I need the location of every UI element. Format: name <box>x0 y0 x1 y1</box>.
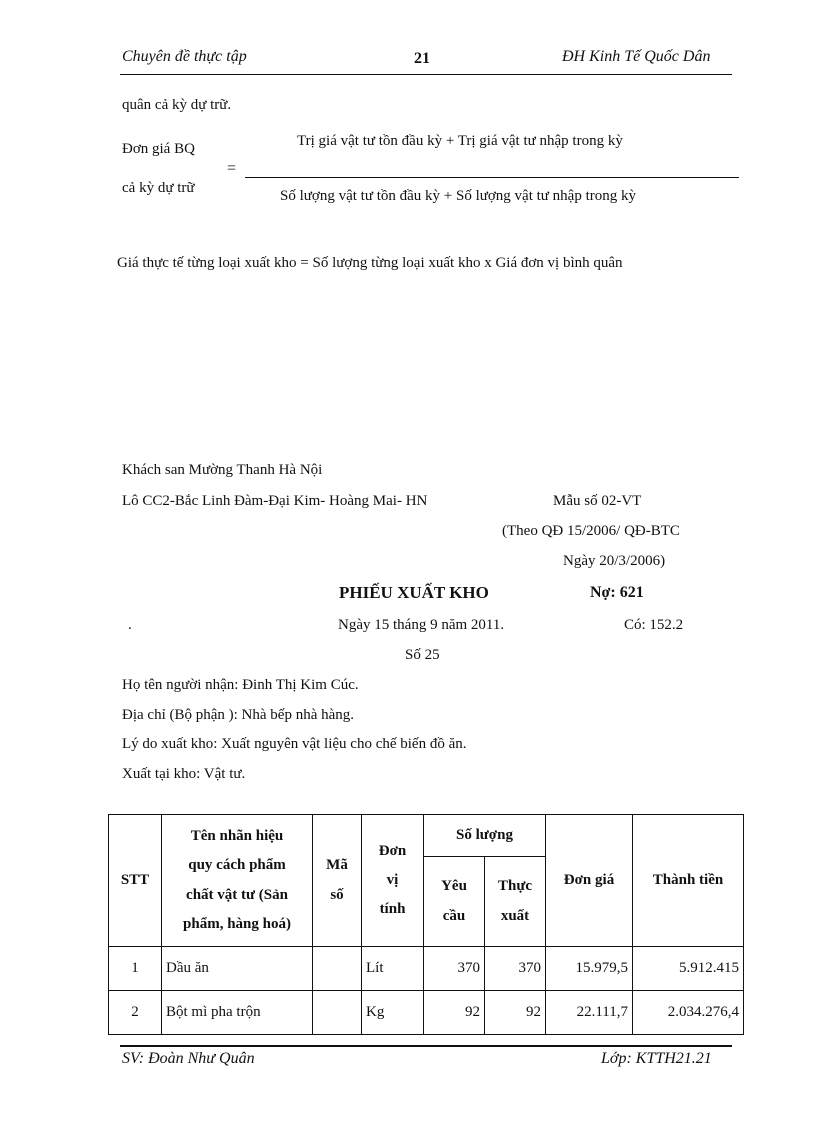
header-left: Chuyên đề thực tập <box>122 48 247 65</box>
row-code <box>313 991 362 1035</box>
table-row <box>109 947 744 991</box>
debit-account: Nợ: 621 <box>590 584 644 601</box>
row-unit: Lít <box>362 947 424 991</box>
row-unit: Kg <box>362 991 424 1035</box>
formula-numerator: Trị giá vật tư tồn đầu kỳ + Trị giá vật tư nhập trong kỳ <box>297 133 623 149</box>
header-item-name <box>162 815 313 947</box>
footer-student: SV: Đoàn Như Quân <box>122 1050 255 1067</box>
header-unit-l1: Đơn <box>378 842 407 859</box>
header-rule <box>120 74 732 75</box>
header-item-name-l1: Tên nhãn hiệu <box>190 828 284 844</box>
warehouse-line: Xuất tại kho: Vật tư. <box>122 766 246 782</box>
header-requested <box>424 857 485 947</box>
table-row <box>109 991 744 1035</box>
header-code-l1: Mã <box>326 857 348 874</box>
reason-line: Lý do xuất kho: Xuất nguyên vật liệu cho chế biến đồ ăn. <box>122 736 467 752</box>
decision-ref: (Theo QĐ 15/2006/ QĐ-BTC <box>502 523 680 539</box>
voucher-date: Ngày 15 tháng 9 năm 2011. <box>338 617 505 633</box>
issue-table <box>108 814 744 1035</box>
leading-dot: . <box>128 617 132 633</box>
receiver-line: Họ tên người nhận: Đinh Thị Kim Cúc. <box>122 677 359 693</box>
header-requested-l1: Yêu <box>441 878 467 895</box>
decision-date: Ngày 20/3/2006) <box>563 553 666 569</box>
footer-rule <box>120 1045 732 1047</box>
header-code-l2: số <box>330 886 344 903</box>
row-requested: 92 <box>424 991 485 1035</box>
row-unit-price: 22.111,7 <box>546 991 633 1035</box>
credit-account: Có: 152.2 <box>624 617 684 633</box>
header-item-name-l2: quy cách phẩm <box>188 857 286 874</box>
header-right: ĐH Kinh Tế Quốc Dân <box>562 48 711 65</box>
company-name: Khách san Mường Thanh Hà Nội <box>122 462 323 478</box>
row-amount: 5.912.415 <box>633 947 744 991</box>
form-number: Mẫu số 02-VT <box>553 493 642 509</box>
company-address: Lô CC2-Bắc Linh Đàm-Đại Kim- Hoàng Mai- HN <box>122 493 428 509</box>
intro-line: quân cả kỳ dự trữ. <box>122 97 232 113</box>
formula-denominator: Số lượng vật tư tồn đầu kỳ + Số lượng vật tư nhập trong kỳ <box>280 188 636 204</box>
header-amount: Thành tiền <box>633 815 744 947</box>
header-unit-l3: tính <box>379 901 406 918</box>
voucher-title: PHIẾU XUẤT KHO <box>339 583 489 602</box>
row-stt: 1 <box>109 947 162 991</box>
header-item-name-l4: phẩm, hàng hoá) <box>183 915 291 932</box>
header-actual-l2: xuất <box>500 907 530 924</box>
header-requested-l2: cầu <box>442 907 466 924</box>
row-amount: 2.034.276,4 <box>633 991 744 1035</box>
formula-unit-cost: Giá thực tế từng loại xuất kho = Số lượng từng loại xuất kho x Giá đơn vị bình quân <box>117 255 623 271</box>
fraction-bar <box>245 177 739 178</box>
formula-equals: = <box>227 160 237 177</box>
header-unit-price: Đơn giá <box>546 815 633 947</box>
row-actual: 92 <box>485 991 546 1035</box>
voucher-number: Số 25 <box>405 647 440 663</box>
header-unit-l2: vị <box>386 871 399 888</box>
row-unit-price: 15.979,5 <box>546 947 633 991</box>
row-requested: 370 <box>424 947 485 991</box>
formula-lhs-line2: cả kỳ dự trữ <box>122 180 195 196</box>
header-item-name-l3: chất vật tư (Sản <box>186 886 288 903</box>
header-actual-l1: Thực <box>497 878 532 895</box>
row-code <box>313 947 362 991</box>
address-line: Địa chỉ (Bộ phận ): Nhà bếp nhà hàng. <box>122 707 355 723</box>
header-quantity: Số lượng <box>424 815 546 857</box>
row-actual: 370 <box>485 947 546 991</box>
header-code <box>313 815 362 947</box>
header-actual <box>485 857 546 947</box>
formula-lhs-line1: Đơn giá BQ <box>122 141 195 157</box>
header-stt: STT <box>109 815 162 947</box>
row-stt: 2 <box>109 991 162 1035</box>
row-item-name: Dầu ăn <box>162 947 313 991</box>
row-item-name: Bột mì pha trộn <box>162 991 313 1035</box>
footer-class: Lớp: KTTH21.21 <box>601 1050 712 1067</box>
header-unit <box>362 815 424 947</box>
page-number: 21 <box>414 50 430 67</box>
